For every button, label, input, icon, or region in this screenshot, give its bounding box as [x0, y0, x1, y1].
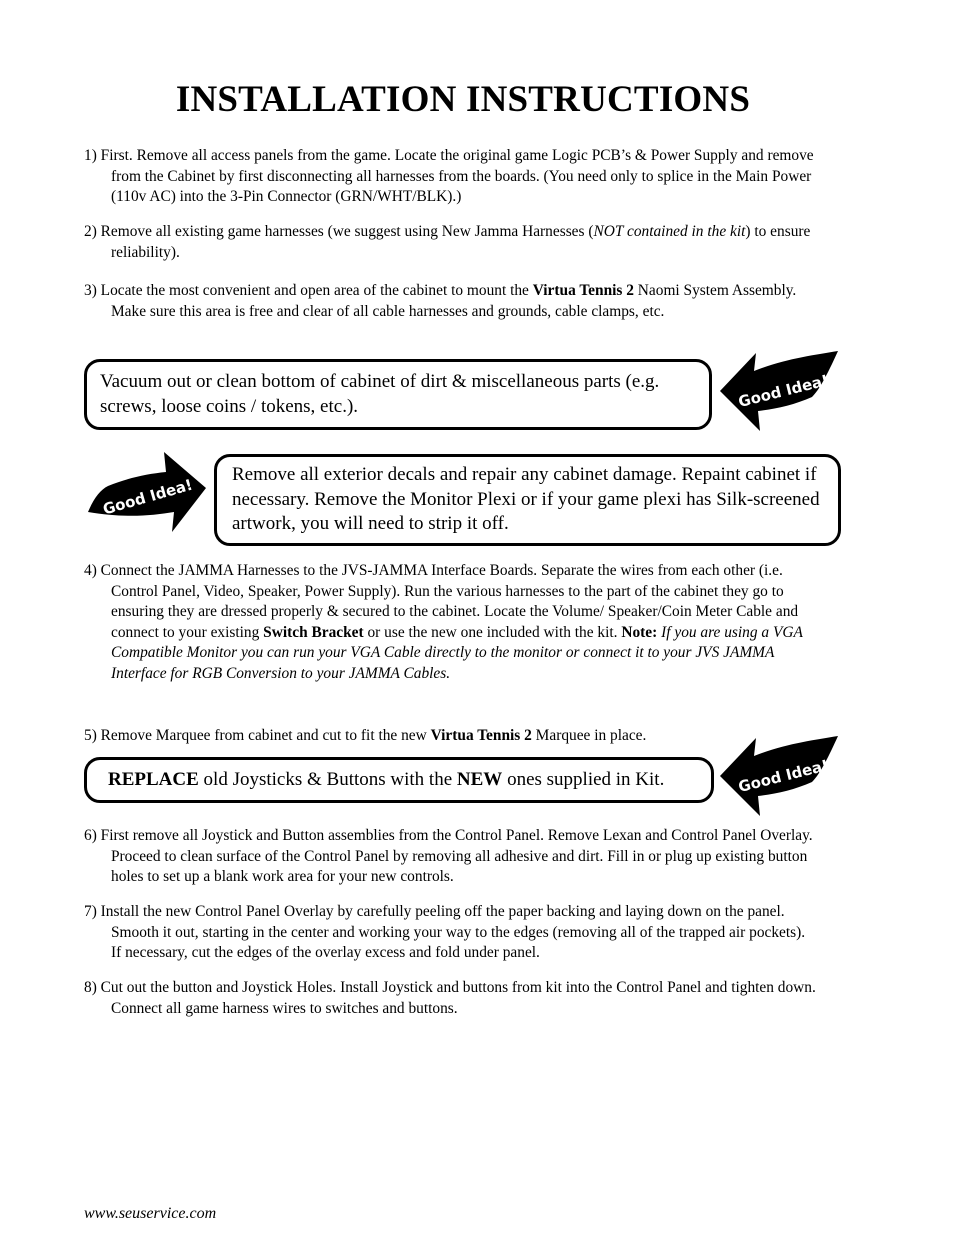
- step-7: [84, 902, 819, 964]
- step-6-text: 6) First remove all Joystick and Button assemblies from the Control Panel. Remove Lexan and Control Panel Overlay. Proceed to clean surface of the Control Panel by removing all adhesive and dirt. Fill in or plug up existing button holes to set up a blank work area for your new controls.: [84, 827, 813, 886]
- step-5: [84, 726, 819, 747]
- step-4-text: 4) Connect the JAMMA Harnesses to the JVS-JAMMA Interface Boards. Separate the wires from each other (i.e. Control Panel, Video, Speaker, Power Supply). Run the various harnesses to the part of the cabinet they go to ensuring they are dressed properly & secured to the cabinet. Locate the Volume/ Speaker/Coin Meter Cable and connect to your existing Switch Bracket or use the new one included with the kit. Note: If you are using a VGA Compatible Monitor you can run your VGA Cable directly to the monitor or connect it to your JVS JAMMA Interface for RGB Conversion to your JAMMA Cables.: [84, 562, 803, 682]
- tip-vacuum-text: Vacuum out or clean bottom of cabinet of dirt & miscellaneous parts (e.g. screws, loose coins / tokens, etc.).: [100, 371, 660, 417]
- step-4: [84, 561, 819, 685]
- step-2: [84, 222, 819, 263]
- step-5-text: 5) Remove Marquee from cabinet and cut to fit the new Virtua Tennis 2 Marquee in place.: [84, 727, 647, 744]
- step-3: [84, 281, 819, 322]
- step-2-text: 2) Remove all existing game harnesses (we suggest using New Jamma Harnesses (NOT contained in the kit) to ensure reliability).: [84, 223, 811, 261]
- tip-box-decals: [214, 454, 841, 546]
- svg-text:Good Idea!: Good Idea!: [100, 475, 195, 519]
- step-1-text: 1) First. Remove all access panels from the game. Locate the original game Logic PCB’s & Power Supply and remove from the Cabinet by first disconnecting all harnesses from the boards. (You need only to splice in the Main Power (110v AC) into the 3-Pin Connector (GRN/WHT/BLK).): [84, 147, 814, 206]
- tip-decals-text: Remove all exterior decals and repair any cabinet damage. Repaint cabinet if necessary. Remove the Monitor Plexi or if your game plexi has Silk-screened artwork, you will need to strip it off.: [232, 464, 820, 534]
- tip-replace-text: REPLACE old Joysticks & Buttons with the NEW ones supplied in Kit.: [108, 769, 665, 790]
- step-6: [84, 826, 819, 888]
- step-7-text: 7) Install the new Control Panel Overlay by carefully peeling off the paper backing and laying down on the panel. Smooth it out, starting in the center and working your way to the edges (removing all of the trapped air pockets). If necessary, cut the edges of the overlay excess and fold under panel.: [84, 903, 806, 962]
- tip-box-vacuum: [84, 359, 712, 430]
- step-3-text: 3) Locate the most convenient and open area of the cabinet to mount the Virtua Tennis 2 Naomi System Assembly. Make sure this area is free and clear of all cable harnesses and grounds, cable clamps, etc.: [84, 282, 797, 320]
- good-idea-arrow-left-icon: [714, 734, 840, 820]
- svg-text:Good Idea!: Good Idea!: [736, 371, 831, 411]
- tip-box-replace: [84, 757, 714, 803]
- step-1: [84, 146, 819, 208]
- footer-url: www.seuservice.com: [84, 1205, 217, 1222]
- good-idea-arrow-right-icon: [84, 442, 210, 536]
- step-8-text: 8) Cut out the button and Joystick Holes. Install Joystick and buttons from kit into the Control Panel and tighten down. Connect all game harness wires to switches and buttons.: [84, 979, 816, 1017]
- page-title: INSTALLATION INSTRUCTIONS: [175, 79, 751, 120]
- good-idea-arrow-left-icon: [714, 349, 840, 435]
- step-8: [84, 978, 819, 1019]
- svg-text:Good Idea!: Good Idea!: [736, 756, 831, 796]
